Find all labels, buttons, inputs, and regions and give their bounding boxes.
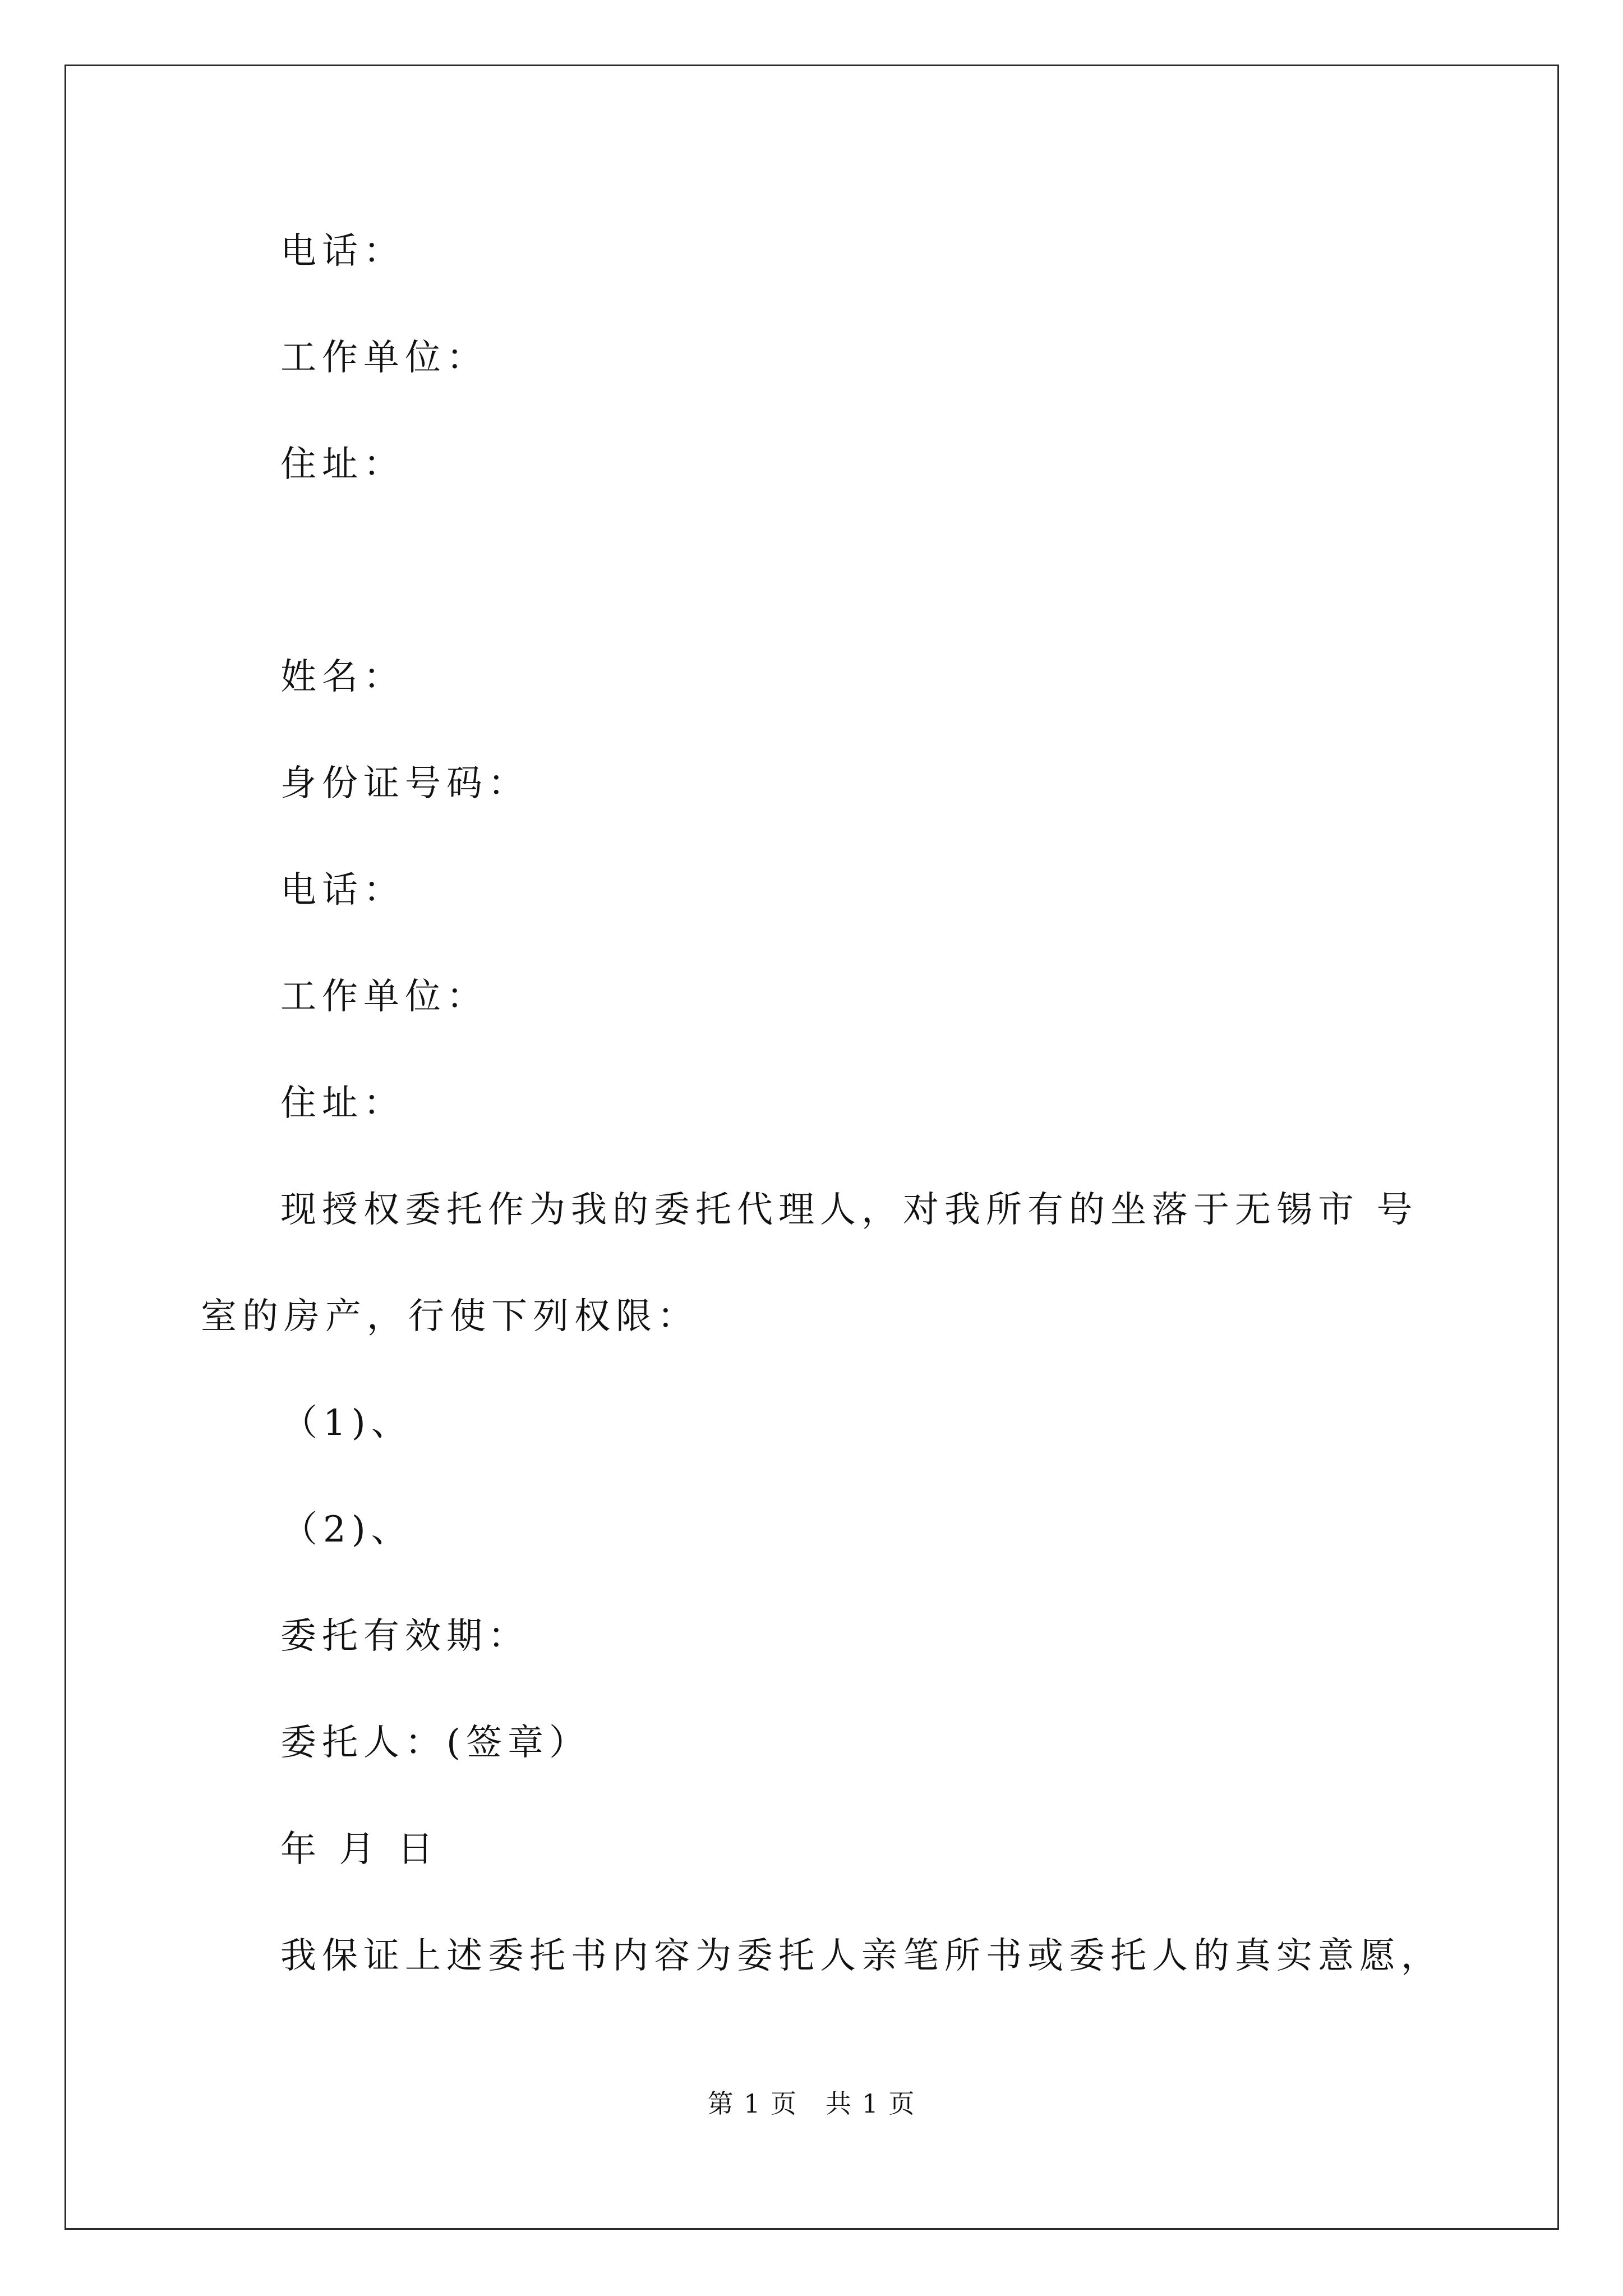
phone-label: 电话：: [280, 231, 405, 272]
agent-phone-label: 电话：: [280, 869, 405, 911]
authorization-paragraph-line-2: 室的房产，行使下列权限：: [201, 1296, 699, 1337]
work-unit-label: 工作单位：: [280, 337, 488, 379]
permission-item-1: （1)、: [282, 1402, 413, 1444]
agent-work-unit-label: 工作单位：: [280, 976, 488, 1018]
name-label: 姓名：: [280, 656, 405, 698]
agent-address-label: 住址：: [280, 1083, 405, 1124]
permission-item-2: （2)、: [282, 1509, 413, 1550]
date-line: 年 月 日: [280, 1829, 439, 1870]
address-label: 住址：: [280, 444, 405, 485]
page-number: 第 1 页: [707, 2088, 797, 2119]
principal-signature-label: 委托人：(签章）: [280, 1722, 591, 1764]
id-number-label: 身份证号码：: [280, 763, 529, 804]
page-footer: [0, 2088, 1623, 2119]
page-total: 共 1 页: [826, 2088, 916, 2119]
validity-period-label: 委托有效期：: [280, 1616, 529, 1657]
page-border: [64, 65, 1559, 2230]
guarantee-paragraph: 我保证上述委托书内容为委托人亲笔所书或委托人的真实意愿，: [280, 1935, 1442, 1977]
authorization-paragraph-line-1: 现授权委托作为我的委托代理人，对我所有的坐落于无锡市 号: [280, 1189, 1418, 1231]
